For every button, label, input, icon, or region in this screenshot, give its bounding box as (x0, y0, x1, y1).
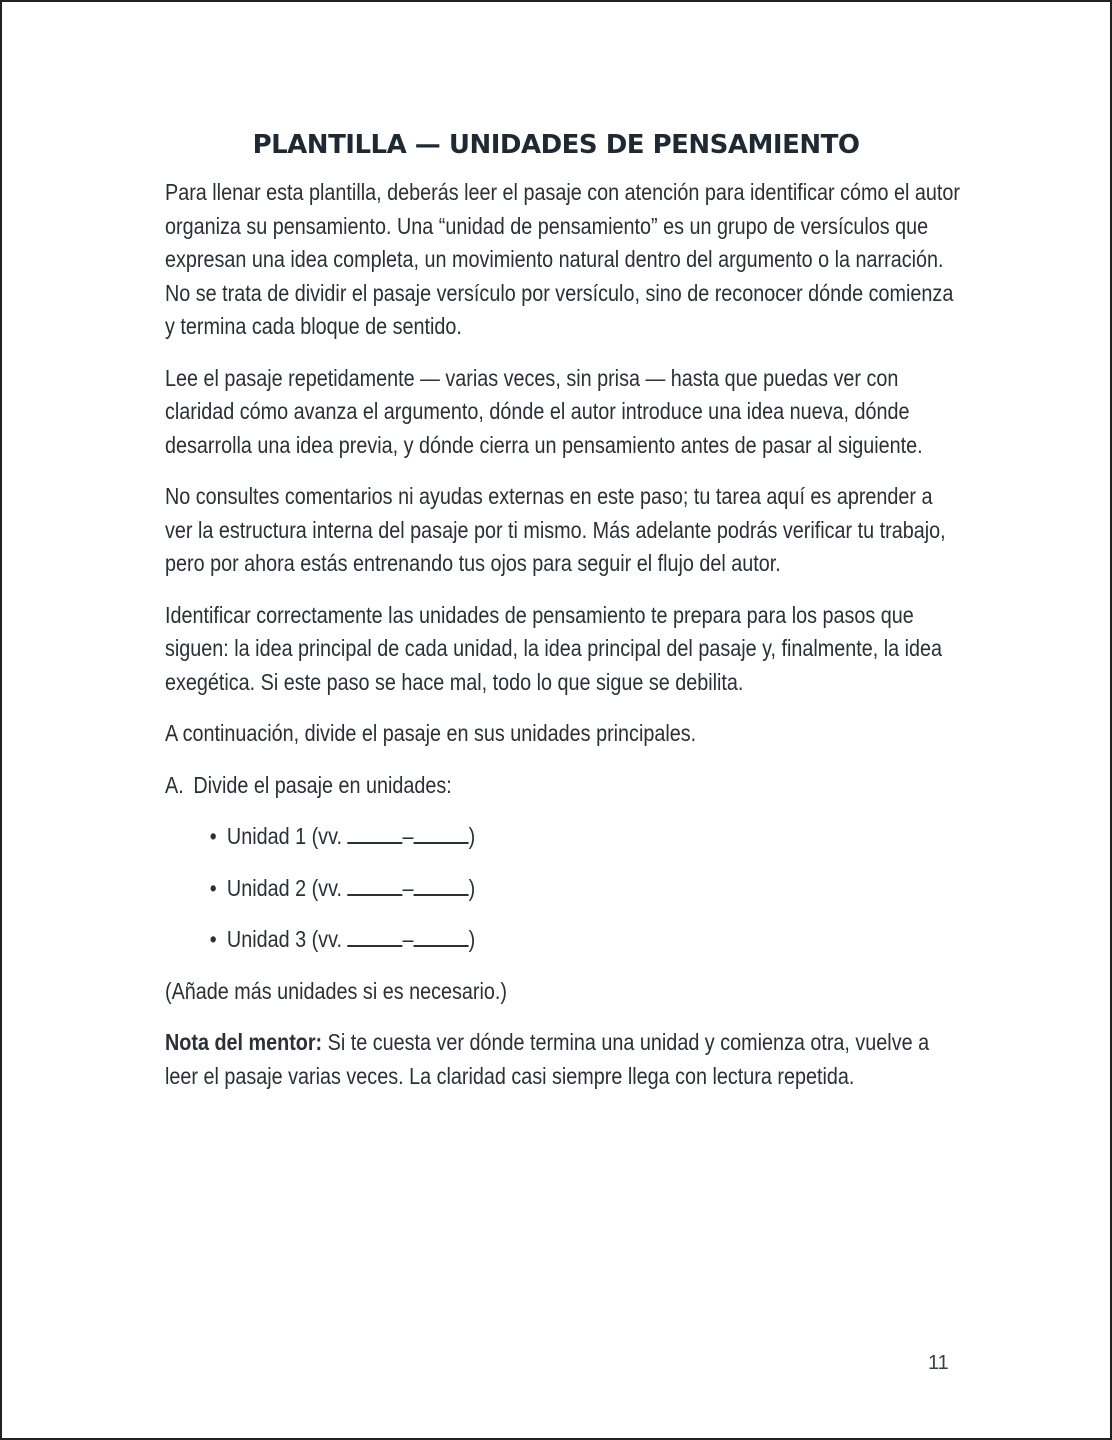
unit-label: Unidad 2 (vv. (226, 874, 348, 901)
range-dash: – (402, 926, 414, 952)
paragraph-instruction: A continuación, divide el pasaje en sus unidades principales. (165, 720, 697, 746)
mentor-note-text: Si te cuesta ver dónde termina una unidad y comienza otra, vuelve a leer el pasaje varias veces. La claridad casi siempre llega con lectura repetida. (165, 1029, 930, 1089)
mentor-note (165, 1026, 963, 1093)
add-more-note: (Añade más unidades si es necesario.) (165, 977, 507, 1004)
page-title: PLANTILLA — UNIDADES DE PENSAMIENTO (252, 130, 860, 160)
unit-item-2 (210, 872, 963, 906)
verse-start-blank[interactable] (347, 927, 402, 947)
verse-end-blank[interactable] (414, 824, 469, 844)
mentor-note-label: Nota del mentor: (165, 1029, 323, 1055)
verse-start-blank[interactable] (347, 876, 402, 896)
paragraph-no-commentaries: No consultes comentarios ni ayudas externas en este paso; tu tarea aquí es aprender a ver la estructura interna del pasaje por ti mismo. Más adelante podrás verificar tu trabajo, pero por ahora estás entrenando tus ojos para seguir el flujo del autor. (165, 483, 946, 576)
range-dash: – (402, 874, 414, 901)
bullet-icon: • (209, 874, 217, 901)
range-dash: – (402, 823, 414, 849)
unit-item-3 (210, 923, 963, 957)
step-a-text: Divide el pasaje en unidades: (193, 771, 452, 798)
unit-item-1 (210, 820, 963, 854)
bullet-icon: • (209, 823, 217, 849)
unit-label: Unidad 1 (vv. (226, 823, 348, 849)
verse-end-blank[interactable] (414, 927, 469, 947)
bullet-icon: • (209, 926, 217, 952)
unit-label: Unidad 3 (vv. (226, 926, 348, 952)
page-number: 11 (928, 1352, 949, 1374)
step-a (165, 769, 963, 803)
step-a-letter: A. (165, 771, 184, 798)
close-paren: ) (468, 874, 476, 901)
paragraph-reading: Lee el pasaje repetidamente — varias veces, sin prisa — hasta que puedas ver con claridad cómo avanza el argumento, dónde el autor introduce una idea nueva, dónde desarrolla una idea previa, y dónde cierra un pensamiento antes de pasar al siguiente. (165, 364, 923, 458)
verse-end-blank[interactable] (414, 876, 469, 896)
close-paren: ) (468, 823, 476, 849)
paragraph-importance: Identificar correctamente las unidades de pensamiento te prepara para los pasos que siguen: la idea principal de cada unidad, la idea principal del pasaje y, finalmente, la idea exegética. Si este paso se hace mal, todo lo que sigue se debilita. (165, 601, 943, 695)
verse-start-blank[interactable] (347, 824, 402, 844)
units-list (165, 820, 963, 957)
paragraph-intro: Para llenar esta plantilla, deberás leer el pasaje con atención para identificar cómo el autor organiza su pensamiento. Una “unidad de pensamiento” es un grupo de versículos que expresan una idea completa, un movimiento natural dentro del argumento o la narración. No se trata de dividir el pasaje versículo por versículo, sino de reconocer dónde comienza y termina cada bloque de sentido. (165, 179, 960, 339)
page-content (165, 176, 965, 1111)
close-paren: ) (468, 926, 476, 952)
